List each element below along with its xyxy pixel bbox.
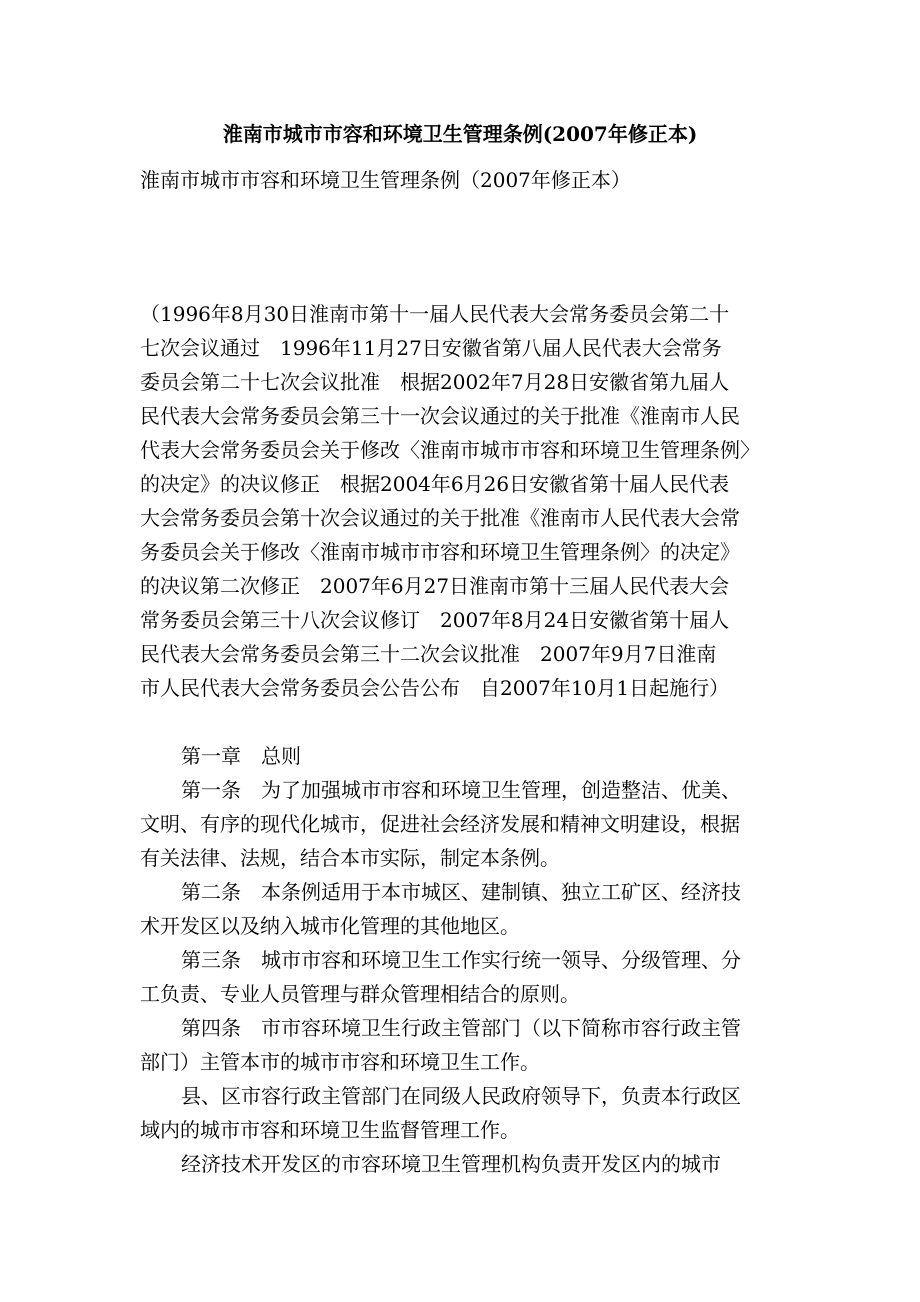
article-line: 第四条 市市容环境卫生行政主管部门（以下简称市容行政主管 [181,1016,741,1040]
article-line: 术开发区以及纳入城市化管理的其他地区。 [140,914,520,938]
article-line: 部门）主管本市的城市市容和环境卫生工作。 [140,1050,540,1074]
document-title: 淮南市城市市容和环境卫生管理条例(2007年修正本) [222,122,698,146]
chapter-heading: 第一章 总则 [181,744,301,768]
intro-line: 务委员会关于修改〈淮南市城市市容和环境卫生管理条例〉的决定》 [140,540,740,564]
intro-line: （1996年8月30日淮南市第十一届人民代表大会常务委员会第二十 [140,302,730,326]
intro-line: 的决议第二次修正 2007年6月27日淮南市第十三届人民代表大会 [140,574,730,598]
intro-line: 民代表大会常务委员会第三十二次会议批准 2007年9月7日淮南 [140,642,717,666]
intro-line: 委员会第二十七次会议批准 根据2002年7月28日安徽省第九届人 [140,370,730,394]
article-line: 有关法律、法规，结合本市实际，制定本条例。 [140,846,560,870]
article-line: 工负责、专业人员管理与群众管理相结合的原则。 [140,982,580,1006]
document-subtitle: 淮南市城市市容和环境卫生管理条例（2007年修正本） [140,168,631,192]
article-line: 县、区市容行政主管部门在同级人民政府领导下，负责本行政区 [181,1084,741,1108]
article-line: 第一条 为了加强城市市容和环境卫生管理，创造整洁、优美、 [181,778,741,802]
intro-line: 大会常务委员会第十次会议通过的关于批准《淮南市人民代表大会常 [140,506,740,530]
intro-line: 常务委员会第三十八次会议修订 2007年8月24日安徽省第十届人 [140,608,730,632]
article-line: 经济技术开发区的市容环境卫生管理机构负责开发区内的城市 [181,1152,721,1176]
enactment-history [140,297,800,705]
intro-line: 代表大会常务委员会关于修改〈淮南市城市市容和环境卫生管理条例〉 [140,438,760,462]
intro-line: 民代表大会常务委员会第三十一次会议通过的关于批准《淮南市人民 [140,404,740,428]
intro-line: 市人民代表大会常务委员会公告公布 自2007年10月1日起施行） [140,676,730,700]
regulation-body [140,739,800,1181]
intro-line: 的决定》的决议修正 根据2004年6月26日安徽省第十届人民代表 [140,472,730,496]
article-line: 文明、有序的现代化城市，促进社会经济发展和精神文明建设，根据 [140,812,740,836]
article-line: 第二条 本条例适用于本市城区、建制镇、独立工矿区、经济技 [181,880,741,904]
article-line: 第三条 城市市容和环境卫生工作实行统一领导、分级管理、分 [181,948,741,972]
intro-line: 七次会议通过 1996年11月27日安徽省第八届人民代表大会常务 [140,336,722,360]
article-line: 域内的城市市容和环境卫生监督管理工作。 [140,1118,520,1142]
